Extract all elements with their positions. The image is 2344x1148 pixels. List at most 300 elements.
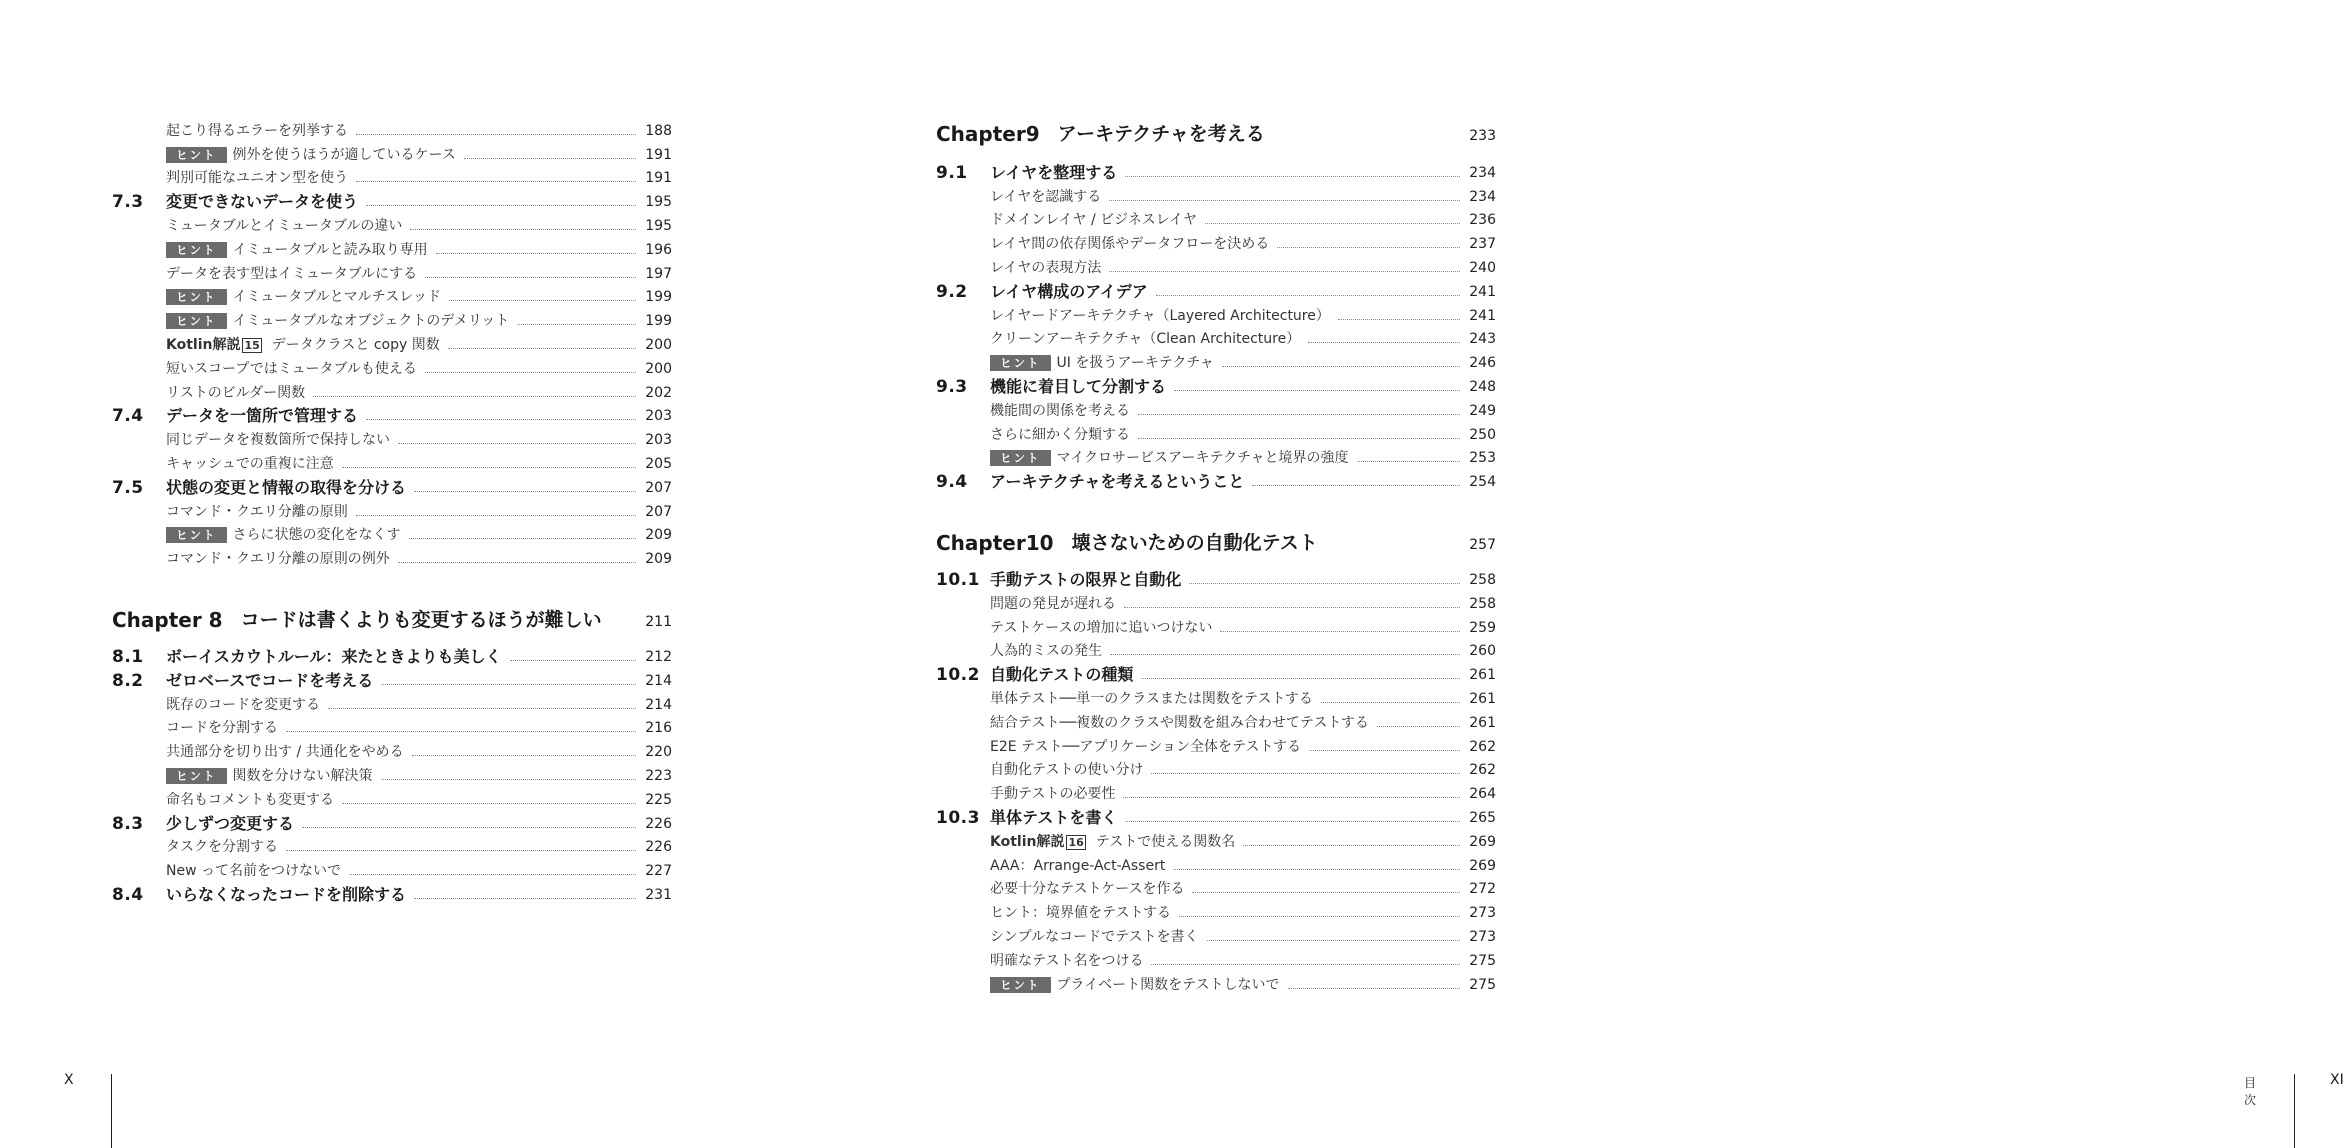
toc-entry[interactable] (112, 521, 672, 545)
toc-entry[interactable] (112, 737, 672, 761)
entry-title-text: ミュータブルとイミュータブルの違い (166, 217, 403, 234)
entry-title (990, 761, 1143, 779)
dot-leader (1124, 607, 1460, 608)
entry-title-text: 短いスコープではミュータブルも使える (166, 360, 417, 377)
entry-page-number: 273 (1469, 905, 1496, 922)
entry-title-text: 機能間の関係を考える (990, 402, 1130, 419)
entry-page-number: 258 (1469, 595, 1496, 612)
toc-entry[interactable] (936, 684, 1496, 708)
entry-title-text: さらに細かく分類する (990, 426, 1130, 443)
entry-title (166, 312, 509, 330)
entry-title (166, 815, 294, 833)
toc-entry[interactable] (936, 732, 1496, 756)
toc-entry[interactable] (936, 660, 1496, 684)
toc-right (936, 116, 1496, 994)
entry-title (166, 193, 358, 211)
dot-leader (1207, 940, 1460, 941)
entry-title (166, 862, 341, 880)
toc-entry[interactable] (112, 809, 672, 833)
entry-page-number: 188 (645, 122, 672, 139)
toc-entry[interactable] (936, 827, 1496, 851)
entry-title (990, 188, 1101, 206)
entry-title (166, 288, 441, 306)
toc-entry[interactable] (936, 898, 1496, 922)
toc-entries-chapter8 (112, 642, 672, 904)
hint-badge: ヒント (990, 355, 1051, 371)
entry-page-number: 258 (1469, 571, 1496, 588)
entry-page-number: 269 (1469, 857, 1496, 874)
entry-title-text: 判別可能なユニオン型を使う (166, 170, 348, 187)
hint-badge: ヒント (166, 313, 227, 329)
entry-title-text: 機能に着目して分割する (990, 376, 1167, 396)
entry-title-text: AAA：Arrange-Act-Assert (990, 857, 1166, 874)
entry-title (990, 928, 1199, 946)
entry-title-text: New って名前をつけないで (166, 863, 341, 880)
entry-title (166, 241, 428, 259)
folio-label: 目次 (2244, 1076, 2257, 1107)
entry-page-number: 262 (1469, 738, 1496, 755)
entry-title (990, 259, 1101, 277)
toc-entry[interactable] (112, 449, 672, 473)
dot-leader (510, 660, 636, 661)
entry-title-text: シンプルなコードでテストを書く (990, 928, 1199, 945)
entry-title (166, 791, 334, 809)
toc-entry[interactable] (936, 970, 1496, 994)
toc-entry[interactable] (936, 779, 1496, 803)
section-number: 7.4 (112, 406, 144, 427)
dot-leader (412, 755, 636, 756)
dot-leader (381, 684, 636, 685)
entry-title (166, 407, 358, 425)
hint-badge: ヒント (166, 242, 227, 258)
section-number: 8.4 (112, 884, 144, 905)
chapter-title: コードは書くよりも変更するほうが難しい (240, 609, 602, 632)
entry-page-number: 214 (645, 672, 672, 689)
entry-page-number: 248 (1469, 378, 1496, 395)
hint-badge: ヒント (990, 977, 1051, 993)
section-number: 10.1 (936, 569, 980, 590)
toc-entry[interactable] (112, 164, 672, 188)
dot-leader (349, 874, 636, 875)
entry-page-number: 261 (1469, 690, 1496, 707)
toc-entry[interactable] (936, 613, 1496, 637)
dot-leader (302, 827, 636, 828)
entry-title-text: 単体テスト──単一のクラスまたは関数をテストする (990, 690, 1313, 707)
entry-title (990, 785, 1115, 803)
toc-entry[interactable] (936, 182, 1496, 206)
entry-title-text: テストケースの増加に追いつけない (990, 619, 1213, 636)
toc-entry[interactable] (936, 589, 1496, 613)
chapter-8-heading[interactable] (112, 602, 672, 632)
entry-title (990, 354, 1214, 372)
entry-title-text: イミュータブルとマルチスレッド (232, 289, 441, 306)
chapter-9-heading[interactable] (936, 116, 1496, 146)
section-number: 7.5 (112, 477, 144, 498)
entry-title-text: マイクロサービスアーキテクチャと境界の強度 (1056, 450, 1349, 467)
section-number: 9.4 (936, 472, 968, 493)
entry-title (990, 164, 1117, 182)
entry-page-number: 209 (645, 527, 672, 544)
entry-title (166, 384, 305, 402)
entry-title (990, 690, 1313, 708)
dot-leader (1125, 821, 1460, 822)
toc-entry[interactable] (112, 714, 672, 738)
entry-title-text: プライベート関数をテストしないで (1056, 976, 1280, 993)
entry-title-text: レイヤの表現方法 (990, 259, 1102, 276)
dot-leader (1321, 702, 1460, 703)
chapter-10-heading[interactable] (936, 525, 1496, 555)
entry-page-number: 261 (1469, 714, 1496, 731)
entry-title-text: コマンド・クエリ分離の原則の例外 (166, 551, 390, 568)
toc-entry[interactable] (112, 259, 672, 283)
toc-entry[interactable] (112, 761, 672, 785)
entry-page-number: 265 (1469, 809, 1496, 826)
dot-leader (1338, 319, 1460, 320)
entry-page-number: 234 (1469, 164, 1496, 181)
toc-entry[interactable] (112, 690, 672, 714)
dot-leader (1252, 485, 1460, 486)
entry-page-number: 231 (645, 886, 672, 903)
dot-leader (1277, 247, 1460, 248)
entry-title-text: 自動化テストの種類 (990, 665, 1134, 685)
entry-page-number: 234 (1469, 188, 1496, 205)
toc-entry[interactable] (112, 785, 672, 809)
entry-page-number: 191 (645, 170, 672, 187)
section-number: 10.3 (936, 807, 980, 828)
entry-title-text: 手動テストの必要性 (990, 786, 1116, 803)
entry-title-text: ボーイスカウトルール：来たときよりも美しく (166, 646, 502, 666)
entry-page-number: 200 (645, 360, 672, 377)
dot-leader (1222, 366, 1460, 367)
entry-title-text: レイヤ間の依存関係やデータフローを決める (990, 236, 1270, 253)
entry-page-number: 214 (645, 696, 672, 713)
toc-entries-chapter9 (936, 158, 1496, 491)
entry-title (166, 743, 404, 761)
entry-page-number: 236 (1469, 212, 1496, 229)
entry-page-number: 216 (645, 720, 672, 737)
toc-entry[interactable] (112, 116, 672, 140)
entry-title (990, 619, 1212, 637)
section-number: 9.1 (936, 162, 968, 183)
dot-leader (448, 348, 636, 349)
dot-leader (356, 181, 636, 182)
entry-page-number: 273 (1469, 928, 1496, 945)
toc-entry[interactable] (112, 544, 672, 568)
entry-title-text: 結合テスト──複数のクラスや関数を組み合わせてテストする (990, 714, 1369, 731)
toc-entry[interactable] (936, 325, 1496, 349)
kotlin-label: Kotlin解説 (166, 336, 241, 353)
entry-page-number: 241 (1469, 307, 1496, 324)
entry-title (166, 719, 278, 737)
entry-title-text: コマンド・クエリ分離の原則 (166, 503, 348, 520)
entry-title-text: E2E テスト──アプリケーション全体をテストする (990, 738, 1301, 755)
entry-title-text: 既存のコードを変更する (166, 696, 320, 713)
toc-entry[interactable] (936, 946, 1496, 970)
entry-title-text: 例外を使うほうが適しているケース (232, 146, 456, 163)
entry-page-number: 250 (1469, 426, 1496, 443)
entry-page-number: 272 (1469, 881, 1496, 898)
entry-title-text: レイヤを認識する (990, 188, 1102, 205)
entry-page-number: 191 (645, 146, 672, 163)
toc-entry[interactable] (936, 803, 1496, 827)
toc-entry[interactable] (936, 420, 1496, 444)
dot-leader (1309, 750, 1460, 751)
dot-leader (342, 803, 636, 804)
entry-title-text: 命名もコメントも変更する (166, 791, 334, 808)
toc-entry[interactable] (112, 187, 672, 211)
entry-title-text: アーキテクチャを考えるということ (990, 472, 1245, 492)
dot-leader (1138, 414, 1460, 415)
entry-title-text: UI を扱うアーキテクチャ (1056, 355, 1214, 372)
entry-title-text: イミュータブルなオブジェクトのデメリット (232, 313, 510, 330)
toc-entry[interactable] (936, 348, 1496, 372)
dot-leader (398, 443, 636, 444)
entry-title (990, 235, 1269, 253)
entry-page-number: 203 (645, 408, 672, 425)
toc-entry[interactable] (112, 378, 672, 402)
toc-entry[interactable] (112, 666, 672, 690)
entry-title (990, 378, 1166, 396)
entry-title-text: リストのビルダー関数 (166, 384, 306, 401)
toc-entry[interactable] (112, 642, 672, 666)
entry-title-text: データを一箇所で管理する (166, 406, 359, 426)
entry-title-text: レイヤードアーキテクチャ（Layered Architecture） (990, 307, 1330, 324)
entry-title-text: ドメインレイヤ / ビジネスレイヤ (990, 212, 1198, 229)
dot-leader (398, 562, 636, 563)
toc-entry[interactable] (936, 467, 1496, 491)
entry-page-number: 246 (1469, 355, 1496, 372)
entry-title-text: データを表す型はイミュータブルにする (166, 265, 418, 282)
entry-title (166, 360, 417, 378)
toc-entry[interactable] (112, 140, 672, 164)
dot-leader (1110, 654, 1460, 655)
folio-rule (2294, 1074, 2295, 1148)
toc-entry[interactable] (112, 354, 672, 378)
entry-title-text: 状態の変更と情報の取得を分ける (166, 477, 407, 497)
entry-title (166, 503, 348, 521)
toc-entry[interactable] (112, 425, 672, 449)
entry-title (990, 473, 1244, 491)
entry-title-text: ヒント：境界値をテストする (990, 905, 1172, 922)
dot-leader (1189, 583, 1460, 584)
chapter-title: 壊さないための自動化テスト (1071, 532, 1318, 555)
dot-leader (1125, 176, 1460, 177)
entry-title-text: 起こり得るエラーを列挙する (166, 122, 348, 139)
hint-badge: ヒント (166, 289, 227, 305)
entry-title-text: 少しずつ変更する (166, 813, 295, 833)
dot-leader (1179, 916, 1460, 917)
kotlin-label: Kotlin解説 (990, 833, 1065, 850)
entry-title (166, 886, 406, 904)
toc-entry[interactable] (112, 833, 672, 857)
entry-page-number: 205 (645, 455, 672, 472)
entry-title (166, 672, 373, 690)
dot-leader (381, 779, 637, 780)
dot-leader (1192, 892, 1460, 893)
toc-entry[interactable] (936, 708, 1496, 732)
section-number: 7.3 (112, 192, 144, 213)
hint-badge: ヒント (166, 768, 227, 784)
toc-entry[interactable] (936, 206, 1496, 230)
entry-title (166, 648, 502, 666)
entry-page-number: 225 (645, 791, 672, 808)
toc-entry[interactable] (936, 277, 1496, 301)
entry-title-text: イミュータブルと読み取り専用 (232, 241, 428, 258)
dot-leader (286, 731, 636, 732)
entry-title-text: コードを分割する (166, 720, 278, 737)
entry-title (990, 857, 1165, 875)
dot-leader (286, 850, 636, 851)
toc-entries-chapter7 (112, 116, 672, 568)
entry-title-text: さらに状態の変化をなくす (232, 527, 401, 544)
dot-leader (1174, 390, 1460, 391)
entry-title (990, 642, 1102, 660)
entry-title (166, 479, 406, 497)
entry-page-number: 264 (1469, 786, 1496, 803)
dot-leader (1173, 869, 1460, 870)
entry-page-number: 226 (645, 815, 672, 832)
entry-page-number: 275 (1469, 976, 1496, 993)
entry-title (166, 767, 373, 785)
entry-page-number: 220 (645, 744, 672, 761)
toc-entry[interactable] (112, 235, 672, 259)
toc-entry[interactable] (936, 851, 1496, 875)
entry-title (990, 714, 1369, 732)
toc-entry[interactable] (936, 637, 1496, 661)
toc-entry[interactable] (936, 922, 1496, 946)
dot-leader (409, 538, 637, 539)
dot-leader (449, 300, 636, 301)
entry-title-text: タスクを分割する (166, 839, 278, 856)
entry-title (166, 696, 320, 714)
entry-title-text: 単体テストを書く (990, 807, 1118, 827)
entry-page-number: 275 (1469, 952, 1496, 969)
kotlin-number-badge: 15 (244, 338, 260, 352)
right-page (800, 0, 2344, 1144)
entry-title (166, 146, 456, 164)
entry-page-number: 199 (645, 289, 672, 306)
dot-leader (1220, 631, 1460, 632)
dot-leader (425, 372, 636, 373)
toc-entry[interactable] (936, 229, 1496, 253)
toc-entry[interactable] (112, 497, 672, 521)
entry-page-number: 207 (645, 503, 672, 520)
entry-page-number: 202 (645, 384, 672, 401)
page-folio: X (64, 1072, 74, 1088)
chapter-label: Chapter9 (936, 122, 1040, 146)
toc-entry[interactable] (936, 253, 1496, 277)
hint-badge: ヒント (166, 147, 227, 163)
entry-title-text: 問題の発見が遅れる (990, 595, 1116, 612)
dot-leader (1138, 438, 1460, 439)
toc-entry[interactable] (936, 396, 1496, 420)
entry-title (990, 283, 1148, 301)
left-page (0, 0, 800, 1144)
dot-leader (1109, 271, 1460, 272)
section-number: 8.2 (112, 670, 144, 691)
entry-title (990, 833, 1235, 851)
dot-leader (1308, 342, 1460, 343)
toc-entry[interactable] (112, 306, 672, 330)
dot-leader (1205, 223, 1460, 224)
entry-page-number: 259 (1469, 619, 1496, 636)
entry-title (990, 595, 1116, 613)
toc-entry[interactable] (936, 565, 1496, 589)
page-folio: XI (2330, 1072, 2344, 1088)
dot-leader (1377, 726, 1460, 727)
entry-title-text: 同じデータを複数箇所で保持しない (166, 432, 390, 449)
entry-page-number: 197 (645, 265, 672, 282)
entry-title (990, 449, 1349, 467)
kotlin-number-badge: 16 (1068, 835, 1084, 849)
entry-page-number: 253 (1469, 450, 1496, 467)
dot-leader (1123, 797, 1460, 798)
dot-leader (356, 134, 636, 135)
entry-page-number: 203 (645, 432, 672, 449)
entry-page-number: 254 (1469, 474, 1496, 491)
folio-rule (111, 1074, 112, 1148)
entry-title (990, 809, 1117, 827)
entry-page-number: 262 (1469, 762, 1496, 779)
dot-leader (517, 324, 636, 325)
toc-entry[interactable] (936, 444, 1496, 468)
entry-page-number: 227 (645, 863, 672, 880)
toc-entry[interactable] (112, 473, 672, 497)
section-number: 9.3 (936, 376, 968, 397)
entry-title (166, 838, 278, 856)
dot-leader (313, 396, 636, 397)
entry-title-text: データクラスと copy 関数 (271, 336, 440, 353)
entry-title (990, 211, 1197, 229)
chapter-page-number: 257 (1469, 537, 1496, 554)
entry-title-text: 必要十分なテストケースを作る (990, 881, 1185, 898)
dot-leader (366, 419, 636, 420)
entry-title-text: ゼロベースでコードを考える (166, 670, 374, 690)
entry-title (990, 976, 1280, 994)
dot-leader (1288, 988, 1460, 989)
entry-title (166, 169, 348, 187)
dot-leader (414, 898, 636, 899)
hint-badge: ヒント (166, 527, 227, 543)
toc-entry[interactable] (112, 330, 672, 354)
toc-entry[interactable] (936, 158, 1496, 182)
entry-title (990, 426, 1130, 444)
entry-title (990, 666, 1133, 684)
entry-page-number: 243 (1469, 331, 1496, 348)
dot-leader (328, 708, 636, 709)
toc-entry[interactable] (112, 283, 672, 307)
entry-page-number: 261 (1469, 667, 1496, 684)
dot-leader (414, 491, 636, 492)
toc-entry[interactable] (112, 402, 672, 426)
toc-entry[interactable] (112, 211, 672, 235)
toc-entry[interactable] (936, 756, 1496, 780)
toc-entry[interactable] (936, 372, 1496, 396)
entry-title (990, 738, 1301, 756)
section-number: 10.2 (936, 665, 980, 686)
toc-entry[interactable] (112, 880, 672, 904)
entry-page-number: 207 (645, 479, 672, 496)
entry-title-text: クリーンアーキテクチャ（Clean Architecture） (990, 331, 1301, 348)
dot-leader (1151, 964, 1460, 965)
toc-entry[interactable] (936, 301, 1496, 325)
dot-leader (410, 229, 636, 230)
toc-entry[interactable] (936, 875, 1496, 899)
toc-entry[interactable] (112, 856, 672, 880)
entry-page-number: 199 (645, 313, 672, 330)
entry-title-text: いらなくなったコードを削除する (166, 884, 407, 904)
entry-title (990, 880, 1184, 898)
